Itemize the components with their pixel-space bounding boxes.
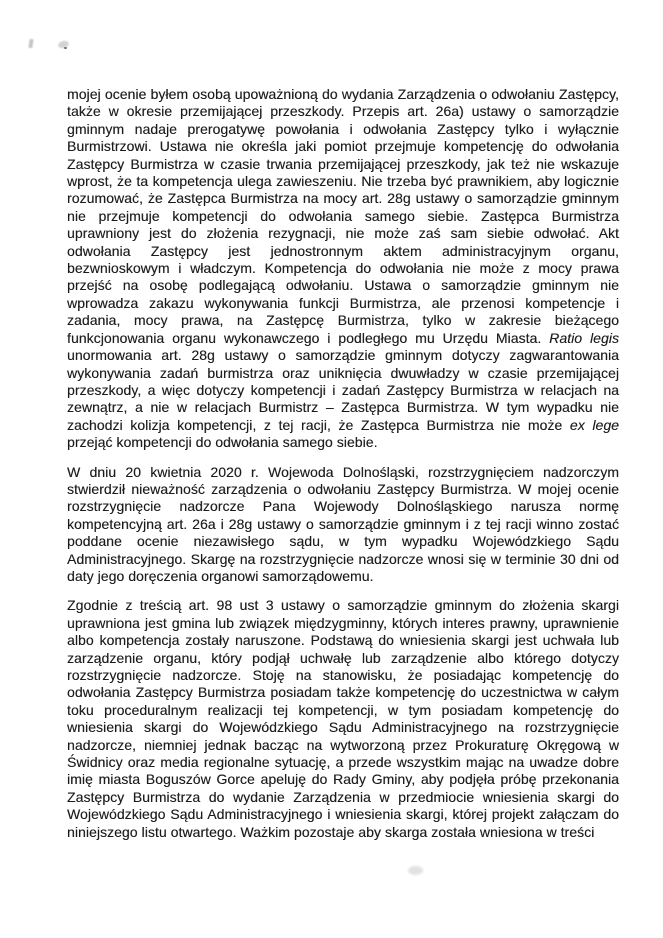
document-text (67, 86, 619, 841)
latin-phrase-italic: ex lege (569, 416, 619, 433)
paragraph (67, 86, 619, 452)
paragraph (67, 464, 619, 586)
text-run: unormowania art. 28g ustawy o samorządzie gminnym dotyczy zagwarantowania wykonywania zadań burmistrza oraz uniknięcia dwuwładzy w czasie przemijającej przeszkody, a więc dotyczy kompetencji i zadań Zastępcy Burmistrza w relacjach na zewnątrz, a nie w relacjach Burmistrz – Zastępca Burmistrza. W tym wypadku nie zachodzi kolizja kompetencji, z tej racji, że Zastępca Burmistrza nie może (67, 347, 619, 433)
latin-phrase-italic: Ratio legis (549, 329, 619, 346)
text-run: mojej ocenie byłem osobą upoważnioną do wydania Zarządzenia o odwołaniu Zastępcy, także w okresie przemijającej przeszkody. Przepis art. 26a) ustawy o samorządzie gminnym nadaje prerogatywę powołania i odwołania Zastępcy tylko i wyłącznie Burmistrzowi. Ustawa nie określa jaki pomiot przejmuje kompetencję do odwołania Zastępcy Burmistrza w czasie trwania przemijającej przeszkody, jak też nie wskazuje wprost, że ta kompetencja ulega zawieszeniu. Nie trzeba być prawnikiem, aby logicznie rozumować, że Zastępca Burmistrza na mocy art. 28g ustawy o samorządzie gminnym nie przejmuje kompetencji do odwołania samego siebie. Zastępca Burmistrza uprawniony jest do złożenia rezygnacji, nie może zaś sam siebie odwołać. Akt odwołania Zastępcy jest jednostronnym aktem administracyjnym organu, bezwnioskowym i władczym. Kompetencja do odwołania nie może z mocy prawa przejść na osobę podlegającą odwołaniu. Ustawa o samorządzie gminnym nie wprowadza zakazu wykonywania funkcji Burmistrza, ale przenosi kompetencje i zadania, mocy prawa, na Zastępcę Burmistrza, tylko w zakresie bieżącego funkcjonowania organu wykonawczego i podległego mu Urzędu Miasta. (67, 86, 619, 346)
text-run: przejąć kompetencji do odwołania samego siebie. (67, 434, 378, 451)
scan-artifact-smudge-bottom (408, 866, 423, 875)
text-run: W dniu 20 kwietnia 2020 r. Wojewoda Dolnośląski, rozstrzygnięciem nadzorczym stwierdził nieważność zarządzenia o odwołaniu Zastępcy Burmistrza. W mojej ocenie rozstrzygnięcie nadzorcze Pana Wojewody Dolnośląskiego narusza normę kompetencyjną art. 26a i 28g ustawy o samorządzie gminnym i z tej racji winno zostać poddane ocenie niezawisłego sądu, w tym wypadku Wojewódzkiego Sądu Administracyjnego. Skargę na rozstrzygnięcie nadzorcze wnosi się w terminie 30 dni od daty jego doręczenia organowi samorządowemu. (67, 463, 619, 584)
text-run: Zgodnie z treścią art. 98 ust 3 ustawy o samorządzie gminnym do złożenia skargi uprawniona jest gmina lub związek międzygminny, których interes prawny, uprawnienie albo kompetencja zostały naruszone. Podstawą do wniesienia skargi jest uchwała lub zarządzenie organu, który podjął uchwałę lub zarządzenie albo którego dotyczy rozstrzygnięcie nadzorcze. Stoję na stanowisku, że posiadając kompetencję do odwołania Zastępcy Burmistrza posiadam także kompetencję do uczestnictwa w całym toku proceduralnym realizacji tej kompetencji, w tym posiadam kompetencję do wniesienia skargi do Wojewódzkiego Sądu Administracyjnego na rozstrzygnięcie nadzorcze, niemniej jednak bacząc na wytworzoną przez Prokuraturę Okręgową w Świdnicy oraz media regionalne sytuację, a przede wszystkim mając na uwadze dobre imię miasta Boguszów Gorce apeluję do Rady Gminy, aby podjęła próbę przekonania Zastępcy Burmistrza do wydanie Zarządzenia w przedmiocie wniesienia skargi do Wojewódzkiego Sądu Administracyjnego i wniesienia skargi, której projekt załączam do niniejszego listu otwartego. Ważkim pozostaje aby skarga została wniesiona w treści (67, 597, 619, 840)
scan-artifact-pencil-mark-2 (57, 40, 69, 49)
paragraph (67, 597, 619, 841)
scan-artifact-pencil-dot (64, 47, 67, 49)
scan-artifact-pencil-mark-1 (28, 39, 33, 48)
